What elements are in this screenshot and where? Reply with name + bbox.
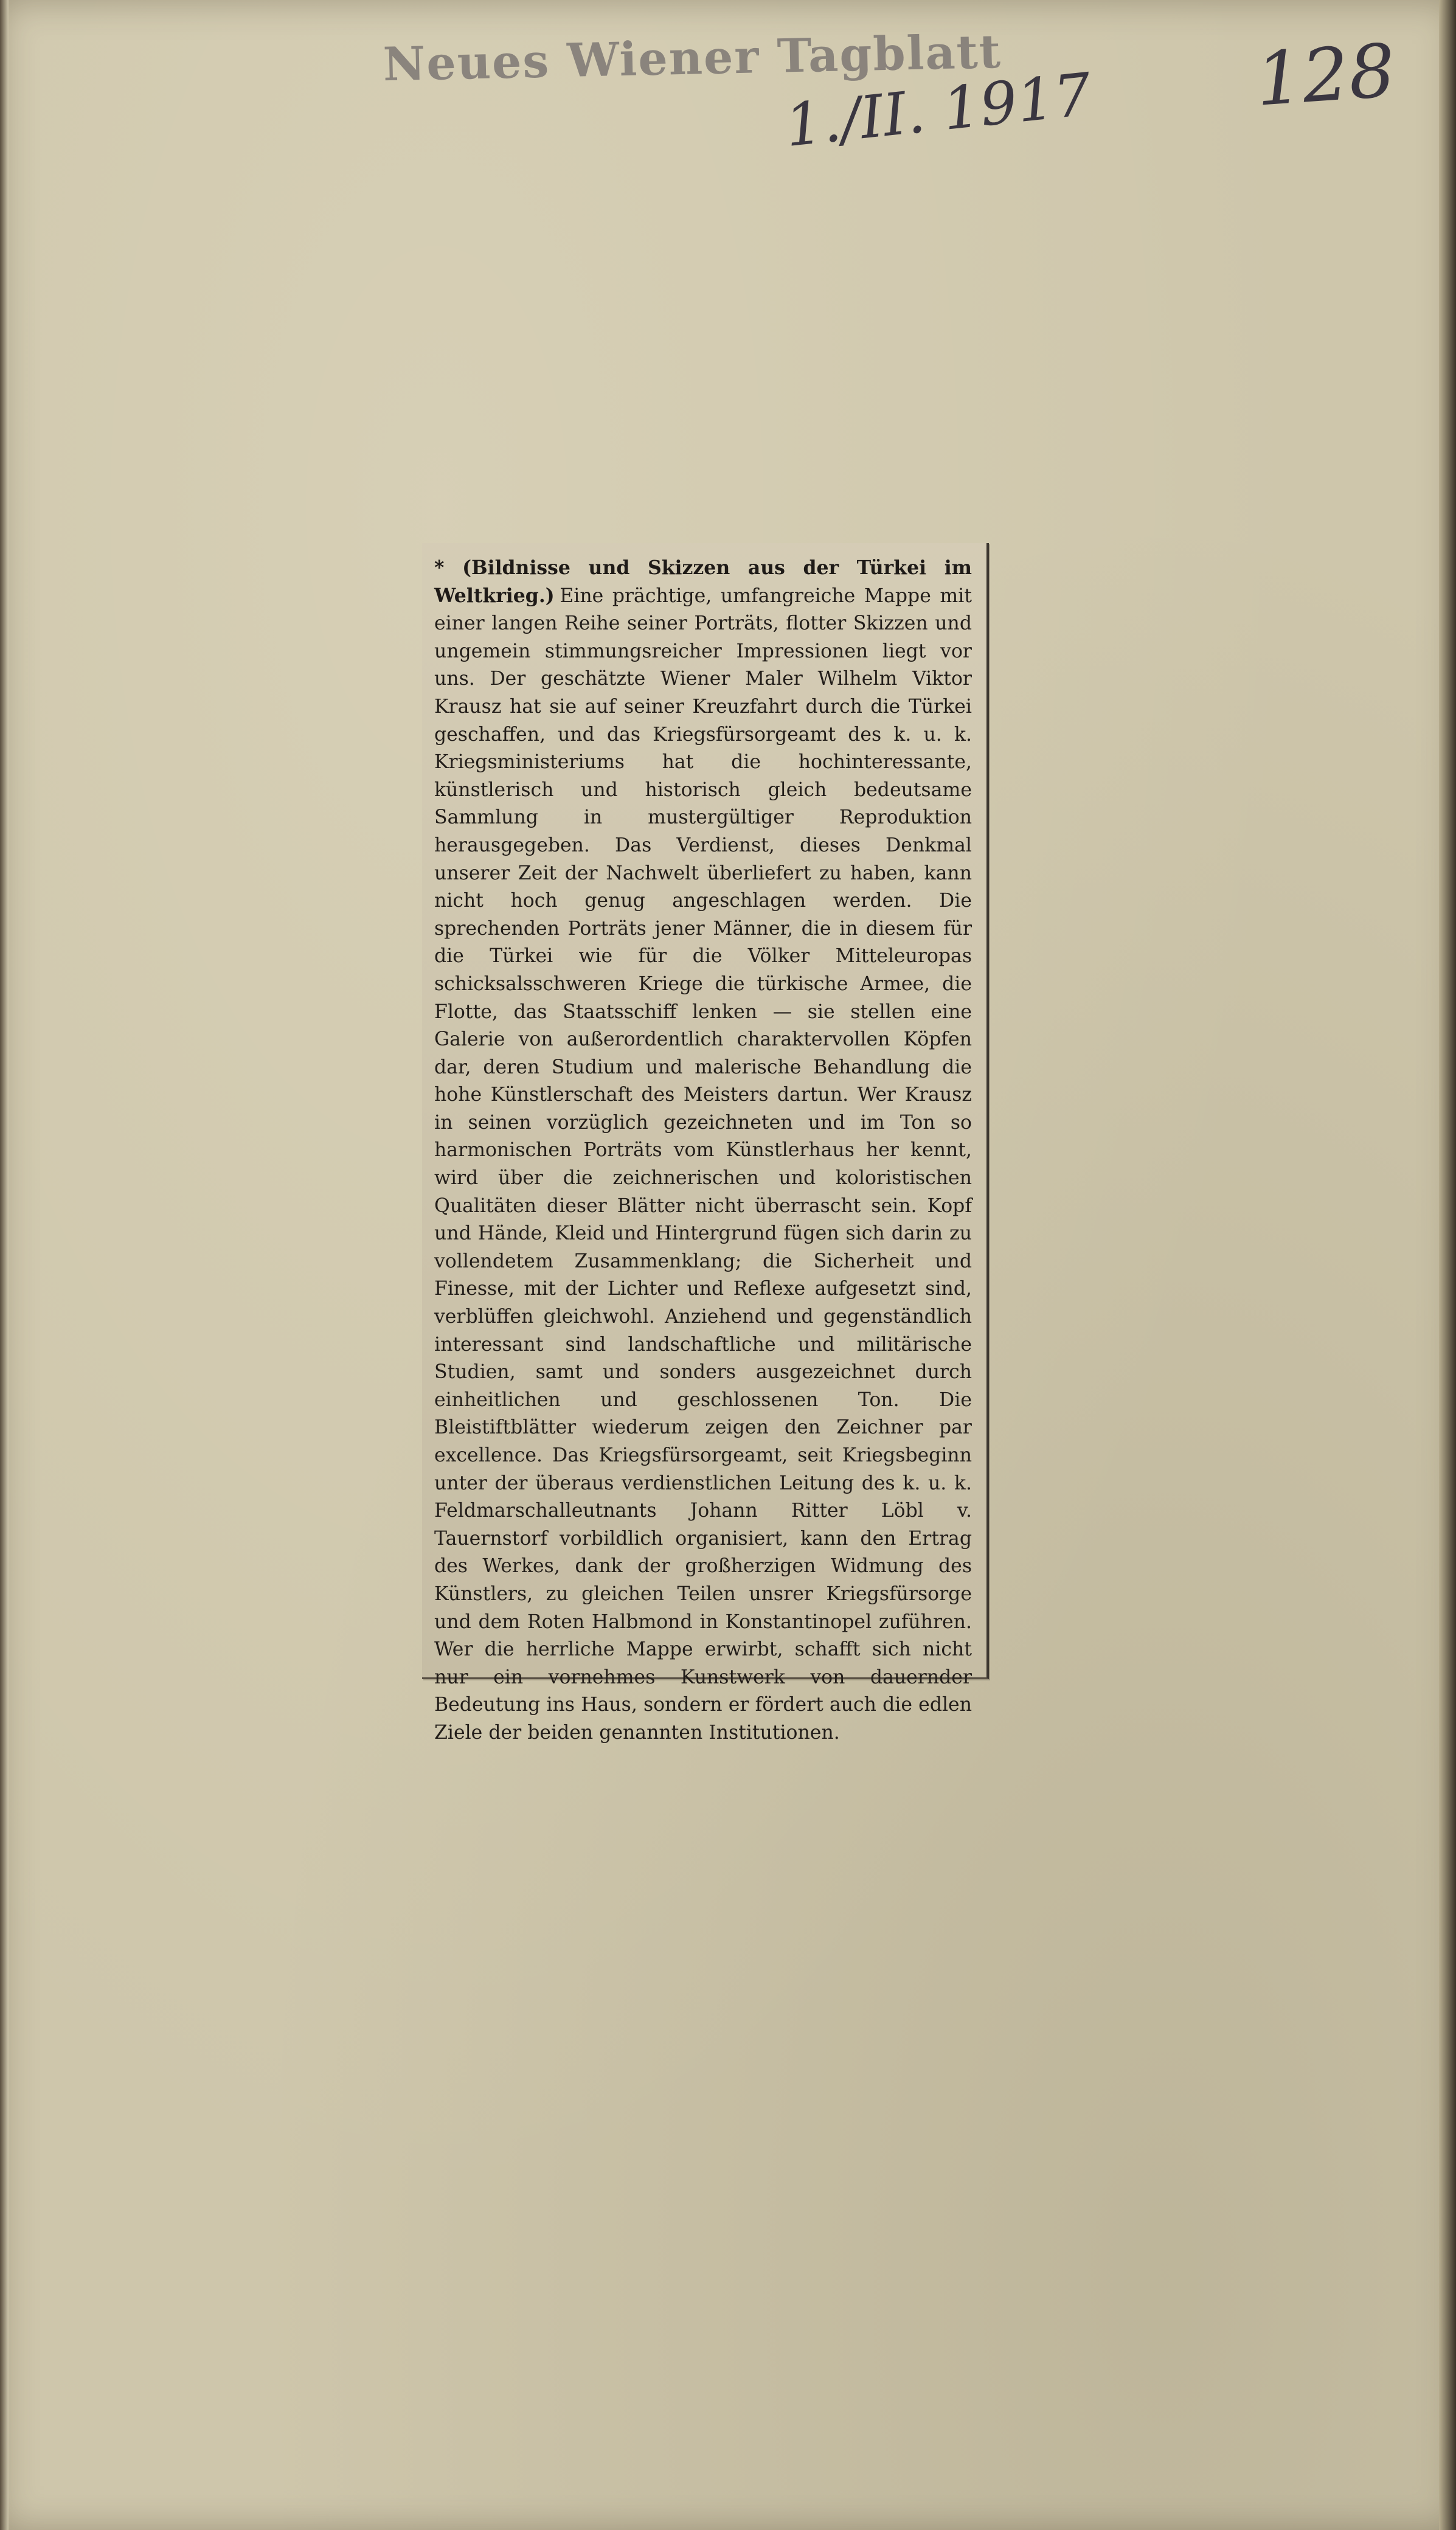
article-paragraph: [434, 554, 972, 1747]
sheet-right-edge: [1439, 0, 1456, 2530]
sheet-left-edge: [0, 0, 9, 2530]
article-body: Eine prächtige, umfangreiche Mappe mit einer langen Reihe seiner Porträts, flotter Skizzen und ungemein stimmungsreicher Impressionen liegt vor uns. Der geschätzte Wiener Maler Wilhelm Viktor Krausz hat sie auf seiner Kreuzfahrt durch die Türkei geschaffen, und das Kriegsfürsorgeamt des k. u. k. Kriegsministeriums hat die hochinteressante, künstlerisch und historisch gleich bedeutsame Sammlung in mustergültiger Reproduktion herausgegeben. Das Verdienst, dieses Denkmal unserer Zeit der Nachwelt überliefert zu haben, kann nicht hoch genug angeschlagen werden. Die sprechenden Porträts jener Männer, die in diesem für die Türkei wie für die Völker Mitteleuropas schicksalsschweren Kriege die türkische Armee, die Flotte, das Staatsschiff lenken — sie stellen eine Galerie von außerordentlich charaktervollen Köpfen dar, deren Studium und malerische Behandlung die hohe Künstlerschaft des Meisters dartun. Wer Krausz in seinen vorzüglich gezeichneten und im Ton so harmonischen Porträts vom Künstlerhaus her kennt, wird über die zeichnerischen und koloristischen Qualitäten dieser Blätter nicht überrascht sein. Kopf und Hände, Kleid und Hintergrund fügen sich darin zu vollendetem Zusammenklang; die Sicherheit und Finesse, mit der Lichter und Reflexe aufgesetzt sind, verblüffen gleichwohl. Anziehend und gegenständlich interessant sind landschaftliche und militärische Studien, samt und sonders ausgezeichnet durch einheitlichen und geschlossenen Ton. Die Bleistiftblätter wiederum zeigen den Zeichner par excellence. Das Kriegsfürsorgeamt, seit Kriegsbeginn unter der überaus verdienstlichen Leitung des k. u. k. Feldmarschalleutnants Johann Ritter Löbl v. Tauernstorf vorbildlich organisiert, kann den Ertrag des Werkes, dank der großherzigen Widmung des Künstlers, zu gleichen Teilen unsrer Kriegsfürsorge und dem Roten Halbmond in Konstantinopel zuführen. Wer die herrliche Mappe erwirbt, schafft sich nicht nur ein vornehmes Kunstwerk von dauernder Bedeutung ins Haus, sondern er fördert auch die edlen Ziele der beiden genannten Institutionen.: [434, 584, 972, 1744]
newspaper-stamp: Neues Wiener Tagblatt: [382, 24, 1002, 92]
newspaper-clipping: [422, 543, 989, 1744]
article-heading: * (Bildnisse und Skizzen aus der Türkei im Weltkrieg.): [434, 556, 972, 607]
handwritten-date: 1./II. 1917: [782, 60, 1095, 161]
handwritten-page-number: 128: [1253, 29, 1398, 123]
